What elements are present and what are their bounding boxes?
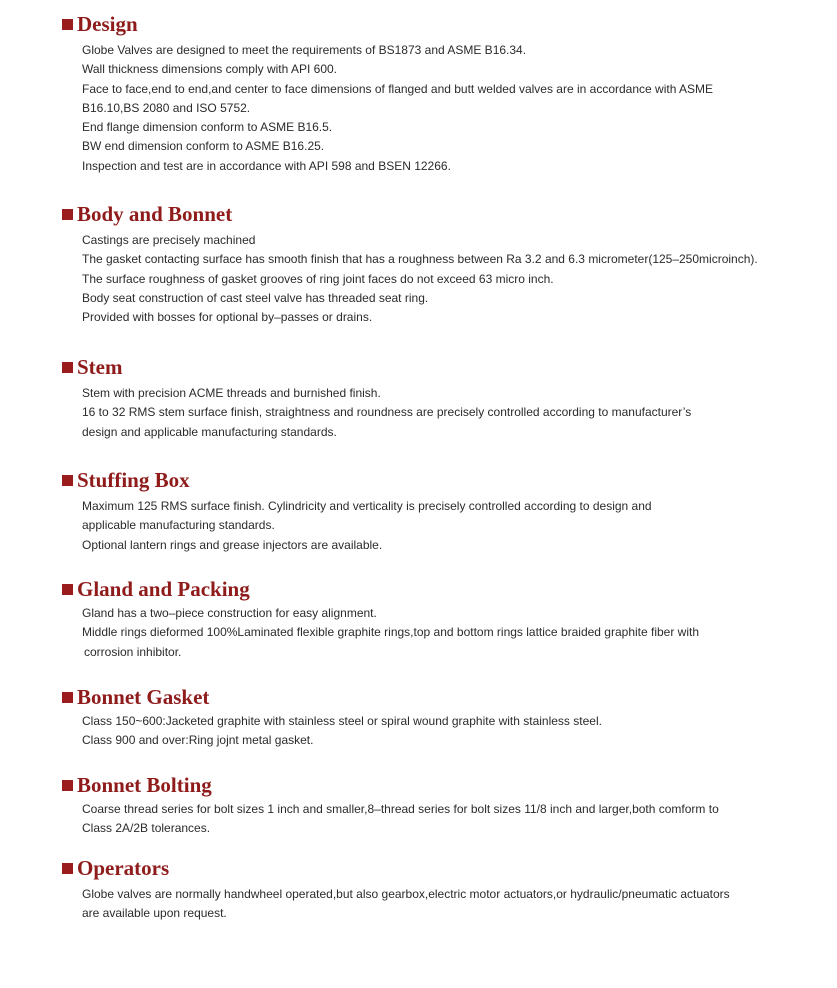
section-title: Gland and Packing <box>77 577 250 601</box>
body-line: Stem with precision ACME threads and burnished finish. <box>82 386 381 400</box>
section-heading <box>62 354 123 380</box>
body-line: Body seat construction of cast steel valve has threaded seat ring. <box>82 290 429 305</box>
square-bullet-icon <box>62 780 73 791</box>
section-heading <box>62 684 209 710</box>
body-line: B16.10,BS 2080 and ISO 5752. <box>82 100 251 115</box>
body-line: Class 150~600:Jacketed graphite with stainless steel or spiral wound graphite with stainless steel. <box>82 714 602 728</box>
body-line: design and applicable manufacturing standards. <box>82 424 337 439</box>
section-body <box>82 41 713 176</box>
section-heading <box>62 855 169 881</box>
section-title: Design <box>77 12 138 36</box>
body-line: End flange dimension conform to ASME B16.5. <box>82 120 333 135</box>
square-bullet-icon <box>62 584 73 595</box>
section-heading <box>62 11 138 37</box>
body-line: Class 2A/2B tolerances. <box>82 821 211 836</box>
body-line: Inspection and test are in accordance with API 598 and BSEN 12266. <box>82 158 451 173</box>
body-line: Globe Valves are designed to meet the requirements of BS1873 and ASME B16.34. <box>82 43 527 57</box>
square-bullet-icon <box>62 19 73 30</box>
body-line: corrosion inhibitor. <box>84 644 182 659</box>
section-title: Bonnet Gasket <box>77 685 210 709</box>
body-line: Provided with bosses for optional by–passes or drains. <box>82 310 373 325</box>
body-line: Middle rings dieformed 100%Laminated flexible graphite rings,top and bottom rings lattice braided graphite fiber with <box>82 625 700 640</box>
section-body <box>82 497 652 555</box>
section-body <box>82 712 602 751</box>
section-title: Body and Bonnet <box>77 202 233 226</box>
section-title: Stuffing Box <box>77 468 190 492</box>
body-line: Maximum 125 RMS surface finish. Cylindricity and verticality is precisely controlled according to design and <box>82 499 652 513</box>
body-line: Face to face,end to end,and center to face dimensions of flanged and butt welded valves are in accordance with ASME <box>82 81 714 96</box>
body-line: applicable manufacturing standards. <box>82 518 275 533</box>
section-body <box>82 384 691 442</box>
section-body <box>82 604 699 662</box>
section-heading <box>62 772 212 798</box>
section-title: Stem <box>77 355 123 379</box>
body-line: The gasket contacting surface has smooth finish that has a roughness between Ra 3.2 and 6.3 micrometer(125–250microinch). <box>82 252 758 267</box>
body-line: 16 to 32 RMS stem surface finish, straightness and roundness are precisely controlled according to manufacturer’s <box>82 405 692 420</box>
section-body <box>82 800 719 839</box>
square-bullet-icon <box>62 475 73 486</box>
body-line: Castings are precisely machined <box>82 233 256 247</box>
square-bullet-icon <box>62 209 73 220</box>
section-body <box>82 885 730 924</box>
section-heading <box>62 201 232 227</box>
body-line: Globe valves are normally handwheel operated,but also gearbox,electric motor actuators,or hydraulic/pneumatic actuators <box>82 887 730 901</box>
body-line: Coarse thread series for bolt sizes 1 inch and smaller,8–thread series for bolt sizes 11/8 inch and larger,both comform to <box>82 802 719 816</box>
section-title: Operators <box>77 856 170 880</box>
body-line: Optional lantern rings and grease injectors are available. <box>82 537 383 552</box>
square-bullet-icon <box>62 362 73 373</box>
body-line: Class 900 and over:Ring jojnt metal gasket. <box>82 733 314 748</box>
body-line: are available upon request. <box>82 906 227 921</box>
section-heading <box>62 467 190 493</box>
body-line: BW end dimension conform to ASME B16.25. <box>82 139 325 154</box>
body-line: The surface roughness of gasket grooves of ring joint faces do not exceed 63 micro inch. <box>82 271 554 286</box>
body-line: Gland has a two–piece construction for easy alignment. <box>82 606 377 620</box>
section-heading <box>62 576 250 602</box>
section-title: Bonnet Bolting <box>77 773 212 797</box>
section-body <box>82 231 758 327</box>
square-bullet-icon <box>62 692 73 703</box>
body-line: Wall thickness dimensions comply with API 600. <box>82 62 337 77</box>
square-bullet-icon <box>62 863 73 874</box>
